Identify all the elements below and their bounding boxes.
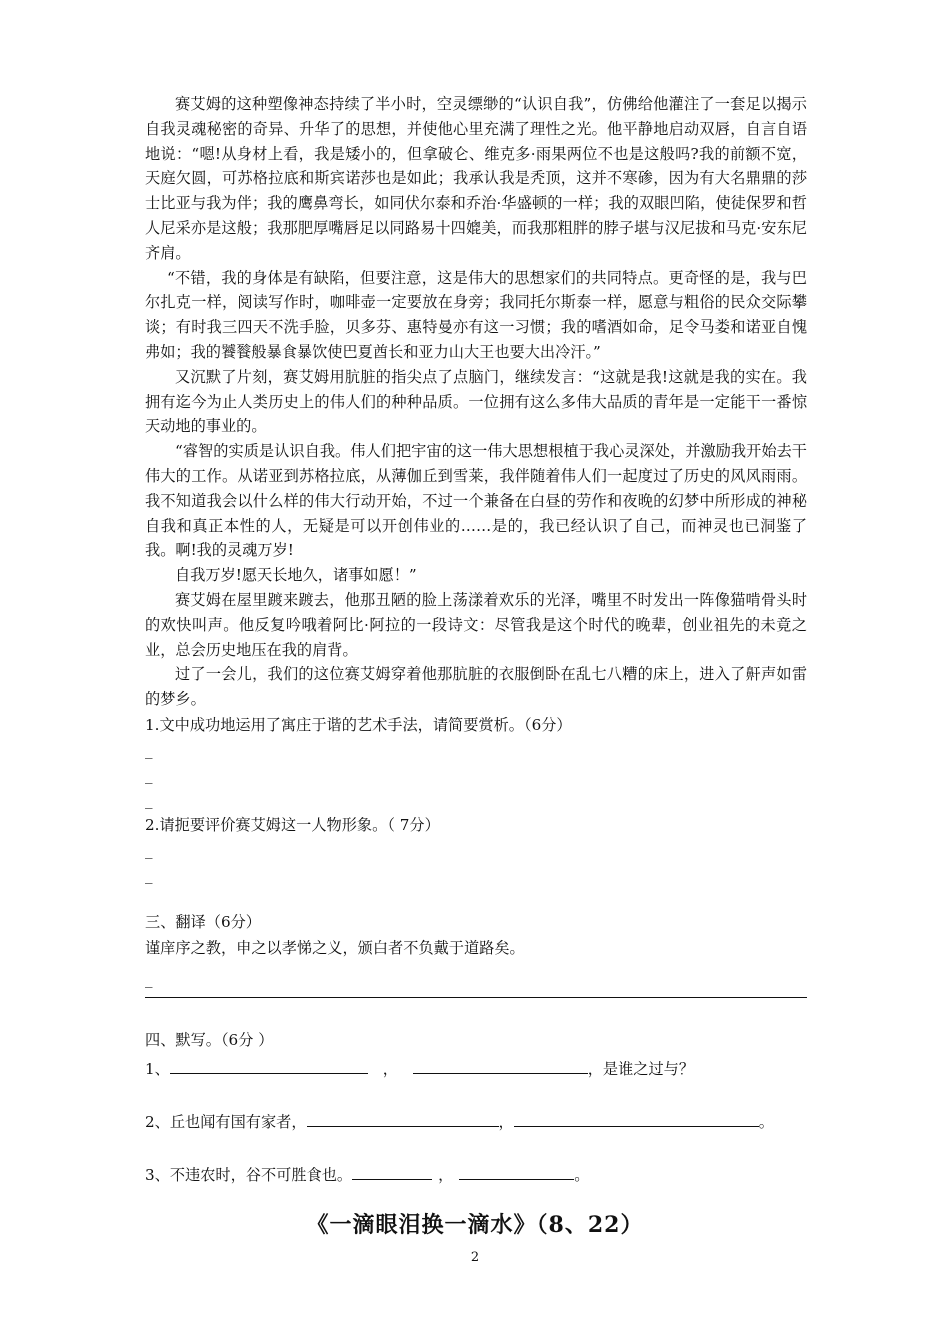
- fill-blank[interactable]: [413, 1055, 588, 1074]
- translation-sentence: 谨庠序之教，申之以孝悌之义，颁白者不负戴于道路矣。: [145, 939, 525, 958]
- document-body: [145, 92, 807, 1188]
- question-2: 2.请扼要评价赛艾姆这一人物形象。（ 7分）: [145, 815, 440, 834]
- answer-line[interactable]: _: [145, 970, 153, 989]
- page-number: 2: [470, 1250, 480, 1265]
- dictation-item-1: 1、 ， ，是谁之过与？: [145, 1055, 807, 1082]
- section-heading-translation: 三、翻译（6分）: [145, 912, 261, 931]
- passage-paragraph: 又沉默了片刻，赛艾姆用肮脏的指尖点了点脑门，继续发言：“这就是我!这就是我的实在。我拥有迄今为止人类历史上的伟人们的种种品质。一位拥有这么多伟大品质的青年是一定能干一番惊天动地的事业的。: [145, 367, 807, 436]
- dictation-item-3: 3、不违农时，谷不可胜食也。 ， 。: [145, 1161, 807, 1188]
- passage-paragraph: 赛艾姆的这种塑像神态持续了半小时，空灵缥缈的“认识自我”，仿佛给他灌注了一套足以揭示自我灵魂秘密的奇异、升华了的思想，并使他心里充满了理性之光。他平静地启动双唇，自言自语地说：“嗯!从身材上看，我是矮小的，但拿破仑、维克多·雨果两位不也是这般吗?我的前额不宽，天庭欠圆，可苏格拉底和斯宾诺莎也是如此；我承认我是秃顶，这并不寒碜，因为有大名鼎鼎的莎士比亚与我为伴；我的鹰鼻弯长，如同伏尔泰和乔治·华盛顿的一样；我的双眼凹陷，使徒保罗和哲人尼采亦是这般；我那肥厚嘴唇足以同路易十四媲美，而我那粗胖的脖子堪与汉尼拔和马克·安东尼齐肩。: [145, 95, 807, 262]
- fill-blank[interactable]: [170, 1055, 368, 1074]
- answer-line[interactable]: _: [145, 765, 153, 784]
- passage-paragraph: 自我万岁!愿天长地久，诸事如愿！”: [175, 566, 417, 585]
- passage-paragraph: “不错，我的身体是有缺陷，但要注意，这是伟大的思想家们的共同特点。更奇怪的是，我与巴尔扎克一样，阅读写作时，咖啡壶一定要放在身旁；我同托尔斯泰一样，愿意与粗俗的民众交际攀谈；有时我三四天不洗手脸，贝多芬、惠特曼亦有这一习惯；我的嗜酒如命，足令马娄和诺亚自愧弗如；我的饕餮般暴食暴饮使巴夏酋长和亚力山大王也要大出冷汗。”: [145, 268, 807, 361]
- fill-blank[interactable]: [514, 1108, 759, 1127]
- answer-line[interactable]: _: [145, 865, 153, 884]
- fill-blank[interactable]: [352, 1161, 432, 1180]
- fill-blank[interactable]: [307, 1108, 499, 1127]
- answer-line[interactable]: _: [145, 790, 153, 809]
- answer-line[interactable]: _: [145, 840, 153, 859]
- dictation-item-2: 2、丘也闻有国有家者， ， 。: [145, 1108, 807, 1135]
- next-section-title: 《一滴眼泪换一滴水》（8、22）: [306, 1212, 644, 1238]
- question-1: 1.文中成功地运用了寓庄于谐的艺术手法，请简要赏析。（6分）: [145, 715, 572, 734]
- answer-line[interactable]: _: [145, 740, 153, 759]
- passage-paragraph: 过了一会儿，我们的这位赛艾姆穿着他那肮脏的衣服倒卧在乱七八糟的床上，进入了鼾声如雷的梦乡。: [145, 665, 807, 709]
- section-heading-dictation: 四、默写。（6分 ）: [145, 1031, 274, 1050]
- passage-paragraph: 赛艾姆在屋里踱来踱去，他那丑陋的脸上荡漾着欢乐的光泽，嘴里不时发出一阵像猫啃骨头时的欢快叫声。他反复吟哦着阿比·阿拉的一段诗文：尽管我是这个时代的晚辈，创业祖先的未竟之业，总会历史地压在我的肩背。: [145, 590, 807, 659]
- passage-paragraph: “睿智的实质是认识自我。伟人们把宇宙的这一伟大思想根植于我心灵深处，并激励我开始去干伟大的工作。从诺亚到苏格拉底，从薄伽丘到雪莱，我伴随着伟人们一起度过了历史的风风雨雨。我不知道我会以什么样的伟大行动开始，不过一个兼备在白昼的劳作和夜晚的幻梦中所形成的神秘自我和真正本性的人，无疑是可以开创伟业的……是的，我已经认识了自己，而神灵也已洞鉴了我。啊!我的灵魂万岁!: [145, 442, 807, 560]
- fill-blank[interactable]: [459, 1161, 574, 1180]
